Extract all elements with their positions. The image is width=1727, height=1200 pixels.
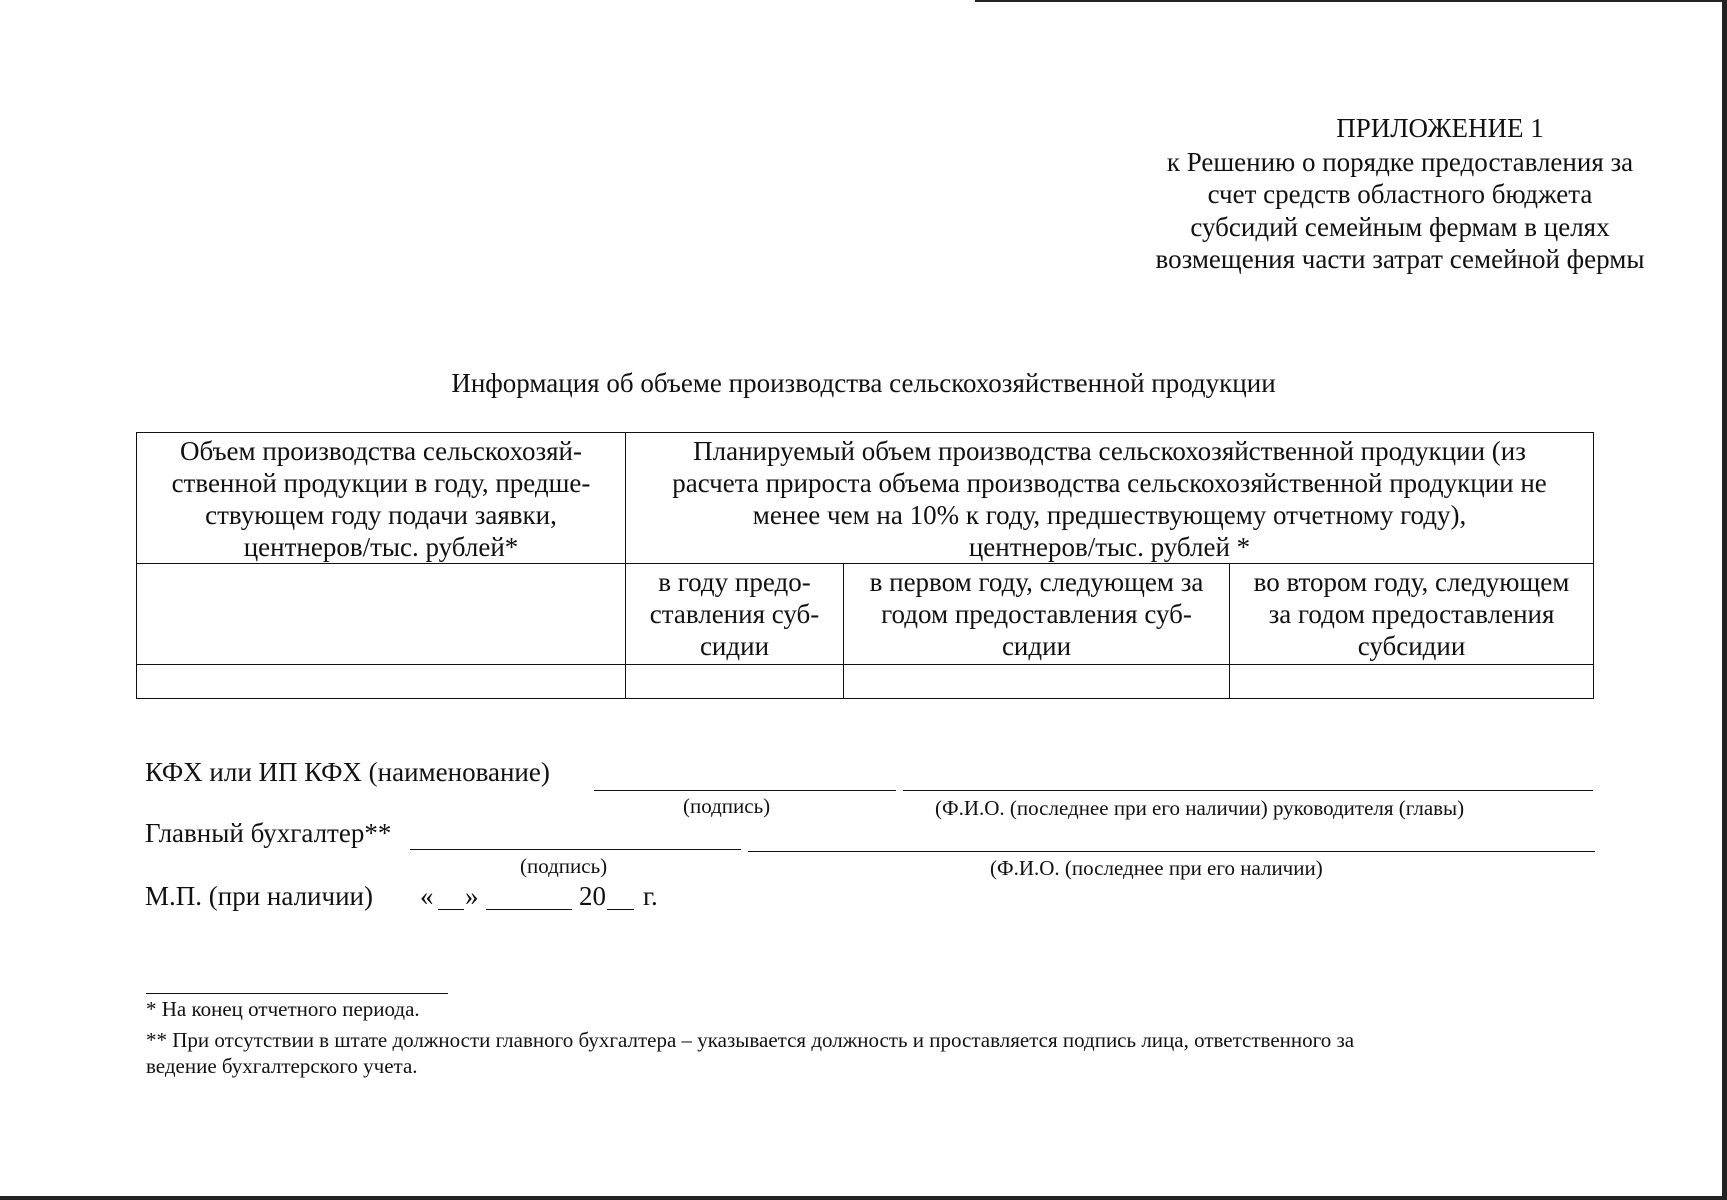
production-volume-table bbox=[136, 432, 1594, 699]
subheader-text-line: во втором году, следующем bbox=[1253, 567, 1570, 597]
accountant-label: Главный бухгалтер** bbox=[145, 818, 392, 848]
header-text-line: ствующем году подачи заявки, bbox=[205, 500, 557, 530]
footnote-2-continuation: ведение бухгалтерского учета. bbox=[146, 1054, 418, 1078]
date-year-suffix: г. bbox=[643, 881, 658, 911]
kfh-label: КФХ или ИП КФХ (наименование) bbox=[145, 757, 550, 787]
scan-edge-right bbox=[1722, 0, 1727, 1200]
table-header-row bbox=[137, 433, 1594, 564]
accountant-signature-line[interactable] bbox=[410, 849, 741, 850]
header-text-line: менее чем на 10% к году, предшествующему отчетному году), bbox=[752, 500, 1467, 530]
header-text-line: центнеров/тыс. рублей * bbox=[968, 532, 1251, 562]
document-title: Информация об объеме производства сельскохозяйственной продукции bbox=[451, 368, 1276, 398]
appendix-line: к Решению о порядке предоставления за bbox=[1166, 146, 1634, 177]
footnote-divider bbox=[146, 993, 448, 994]
appendix-line: счет средств областного бюджета bbox=[1207, 179, 1593, 209]
subheader-text-line: сидии bbox=[699, 631, 770, 661]
data-cell-previous-year[interactable] bbox=[137, 665, 626, 699]
appendix-title: ПРИЛОЖЕНИЕ 1 bbox=[1336, 113, 1544, 143]
accountant-fio-line[interactable] bbox=[748, 851, 1595, 852]
subheader-cell-first-year bbox=[844, 564, 1230, 665]
stamp-label: М.П. (при наличии) bbox=[145, 881, 373, 911]
kfh-signature-line[interactable] bbox=[594, 790, 896, 791]
scan-edge-bottom bbox=[0, 1196, 1727, 1200]
accountant-fio-caption: (Ф.И.О. (последнее при его наличии) bbox=[990, 856, 1323, 880]
subheader-text-line: годом предоставления суб- bbox=[881, 599, 1192, 629]
header-cell-previous-year bbox=[137, 433, 626, 564]
subheader-text-line: ставления суб- bbox=[649, 599, 820, 629]
subheader-text-line: за годом предоставления bbox=[1268, 599, 1555, 629]
header-text-line: Планируемый объем производства сельскохозяйственной продукции (из bbox=[693, 436, 1526, 466]
accountant-signature-caption: (подпись) bbox=[520, 854, 608, 878]
date-open-quote: « bbox=[420, 881, 434, 911]
data-cell-second-year[interactable] bbox=[1230, 665, 1594, 699]
subheader-cell-second-year bbox=[1230, 564, 1594, 665]
header-text-line: центнеров/тыс. рублей* bbox=[243, 532, 519, 562]
data-cell-first-year[interactable] bbox=[844, 665, 1230, 699]
appendix-header bbox=[1090, 112, 1710, 276]
footnote-1: * На конец отчетного периода. bbox=[146, 997, 420, 1021]
scan-edge-top bbox=[975, 0, 1727, 2]
footnote-2: ** При отсутствии в штате должности главного бухгалтера – указывается должность и проставляется подпись лица, ответственного за bbox=[146, 1028, 1355, 1052]
date-year-blank[interactable] bbox=[607, 909, 634, 910]
header-text-line: ственной продукции в году, предше- bbox=[171, 468, 591, 498]
subheader-text-line: в первом году, следующем за bbox=[869, 567, 1204, 597]
document-title-wrap bbox=[0, 368, 1727, 399]
data-cell-subsidy-year[interactable] bbox=[626, 665, 844, 699]
date-day-blank[interactable] bbox=[438, 909, 464, 910]
appendix-line: субсидий семейным фермам в целях bbox=[1190, 211, 1610, 242]
subheader-text-line: в году предо- bbox=[658, 567, 811, 597]
header-cell-planned-volume bbox=[626, 433, 1594, 564]
subheader-text-line: сидии bbox=[1001, 631, 1072, 661]
table-subheader-row bbox=[137, 564, 1594, 665]
date-year-prefix: 20 bbox=[579, 881, 606, 911]
kfh-fio-line[interactable] bbox=[903, 790, 1593, 791]
kfh-fio-caption: (Ф.И.О. (последнее при его наличии) руководителя (главы) bbox=[935, 796, 1465, 820]
header-text-line: Объем производства сельскохозяй- bbox=[180, 436, 582, 466]
empty-cell bbox=[137, 564, 626, 665]
date-close-quote: » bbox=[465, 881, 479, 911]
subheader-cell-subsidy-year bbox=[626, 564, 844, 665]
kfh-signature-caption: (подпись) bbox=[683, 794, 771, 818]
header-text-line: расчета прироста объема производства сельскохозяйственной продукции не bbox=[672, 468, 1547, 498]
date-month-blank[interactable] bbox=[486, 909, 572, 910]
table-data-row bbox=[137, 665, 1594, 699]
subheader-text-line: субсидии bbox=[1357, 631, 1466, 661]
appendix-line: возмещения части затрат семейной фермы bbox=[1155, 244, 1645, 274]
